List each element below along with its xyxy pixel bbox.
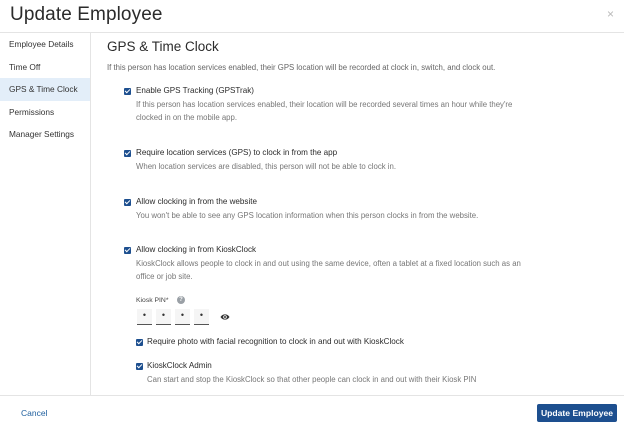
allow-website-description xyxy=(136,209,478,222)
kiosk-pin-digit-2[interactable]: • xyxy=(156,309,171,325)
allow-website-checkbox[interactable] xyxy=(124,199,131,206)
kiosk-pin-digit-3[interactable]: • xyxy=(175,309,190,325)
section-title: GPS & Time Clock xyxy=(107,39,219,54)
description-line: KioskClock allows people to clock in and out using the same device, often a tablet at a fixed location such as an xyxy=(136,259,521,268)
close-icon[interactable]: × xyxy=(606,7,614,21)
sidebar xyxy=(0,33,91,395)
description-line: clocked in on the mobile app. xyxy=(136,113,237,122)
allow-website-label: Allow clocking in from the website xyxy=(136,197,258,206)
kioskclock-admin-label: KioskClock Admin xyxy=(147,361,212,370)
sidebar-item-permissions[interactable]: Permissions xyxy=(9,106,55,117)
description-line: office or job site. xyxy=(136,272,193,281)
dialog-footer xyxy=(0,395,624,431)
facial-recognition-label: Require photo with facial recognition to clock in and out with KioskClock xyxy=(147,337,404,346)
dialog-header xyxy=(0,0,624,33)
allow-kioskclock-description xyxy=(136,257,521,283)
sidebar-item-time-off[interactable]: Time Off xyxy=(9,61,41,72)
gps-tracking-description xyxy=(136,98,512,124)
facial-recognition-checkbox[interactable] xyxy=(136,339,143,346)
allow-kioskclock-label: Allow clocking in from KioskClock xyxy=(136,245,257,254)
require-location-description xyxy=(136,160,396,173)
description-line: You won't be able to see any GPS location information when this person clocks in from the website. xyxy=(136,211,479,220)
require-location-checkbox[interactable] xyxy=(124,150,131,157)
kiosk-pin-digit-4[interactable]: • xyxy=(194,309,209,325)
main-panel xyxy=(91,33,624,395)
gps-tracking-label: Enable GPS Tracking (GPSTrak) xyxy=(136,86,254,95)
description-line: Can start and stop the KioskClock so that other people can clock in and out with their Kiosk PIN xyxy=(147,375,477,384)
allow-kioskclock-checkbox[interactable] xyxy=(124,247,131,254)
gps-tracking-checkbox[interactable] xyxy=(124,88,131,95)
require-location-label: Require location services (GPS) to clock in from the app xyxy=(136,148,338,157)
sidebar-item-employee-details[interactable]: Employee Details xyxy=(9,39,74,49)
section-description: If this person has location services enabled, their GPS location will be recorded at clock in, switch, and clock out. xyxy=(107,63,496,72)
kiosk-pin-digit-1[interactable]: • xyxy=(137,309,152,325)
description-line: If this person has location services enabled, their location will be recorded several times an hour while they're xyxy=(136,100,513,109)
cancel-button[interactable]: Cancel xyxy=(21,408,48,418)
kioskclock-admin-description xyxy=(147,373,476,386)
help-icon[interactable]: ? xyxy=(177,296,185,304)
sidebar-item-gps-time-clock[interactable]: GPS & Time Clock xyxy=(0,78,90,101)
eye-icon[interactable] xyxy=(220,312,230,322)
sidebar-item-manager-settings[interactable]: Manager Settings xyxy=(9,129,75,139)
kiosk-pin-label: Kiosk PIN* xyxy=(136,297,169,304)
dialog-title: Update Employee xyxy=(10,4,163,25)
kioskclock-admin-checkbox[interactable] xyxy=(136,363,143,370)
update-employee-button[interactable]: Update Employee xyxy=(537,404,617,422)
description-line: When location services are disabled, this person will not be able to clock in. xyxy=(136,162,397,171)
